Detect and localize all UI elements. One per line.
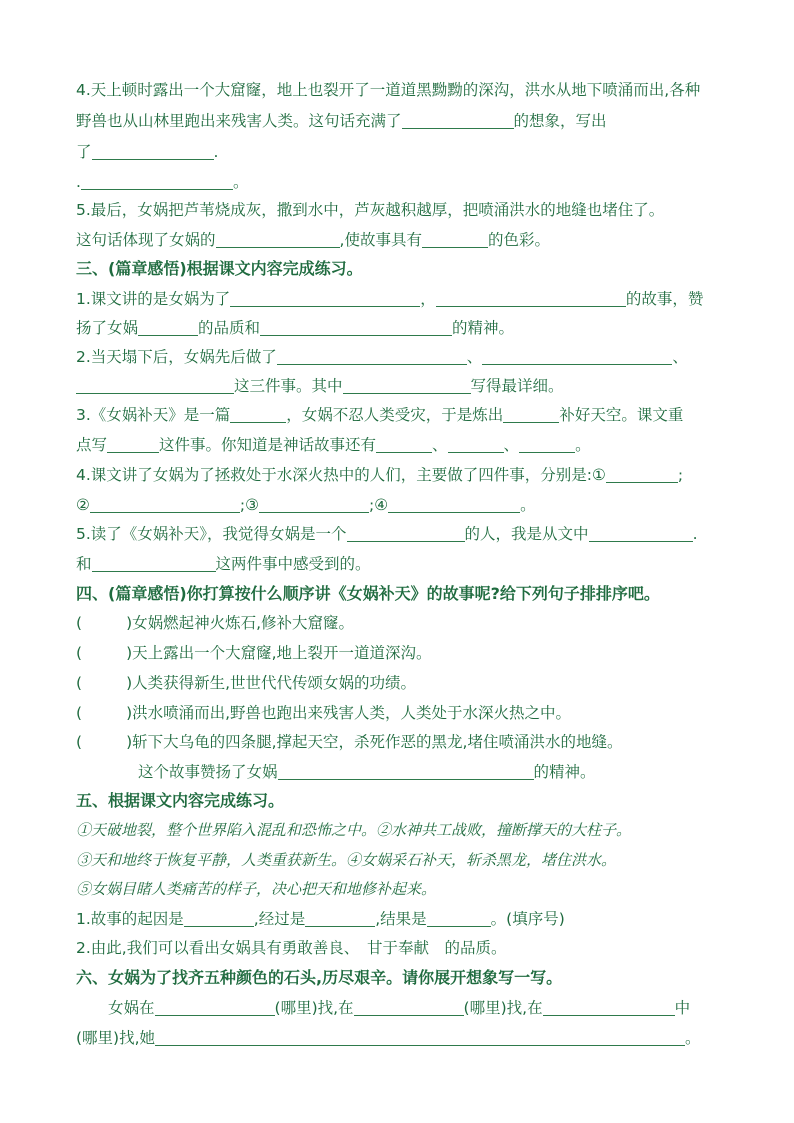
blank[interactable] [230, 288, 420, 307]
s3-text: 这件事。你知道是神话故事还有 [159, 436, 377, 454]
q4-text: . [76, 173, 81, 191]
s3-text: ， [420, 290, 436, 308]
blank[interactable] [260, 317, 452, 336]
blank[interactable] [305, 908, 375, 927]
blank[interactable] [606, 464, 678, 483]
blank[interactable] [519, 434, 575, 453]
blank[interactable] [81, 171, 233, 190]
s6-text: 。 [685, 1029, 701, 1047]
s3-text: ; [677, 466, 684, 484]
section-5-title [76, 786, 718, 816]
blank[interactable] [589, 523, 693, 542]
s3-text: 。 [575, 436, 591, 454]
s5-text: ,结果是 [375, 910, 427, 928]
blank[interactable] [543, 997, 675, 1016]
s5-q1-line [76, 904, 718, 934]
s3-text: 的人，我是从文中 [464, 525, 589, 543]
paren: ( [76, 614, 83, 632]
q5-text: 的色彩。 [487, 231, 550, 249]
s3-q4-line-2 [76, 490, 718, 520]
q5-text: 这句话体现了女娲的 [76, 231, 216, 249]
paren: ( [76, 733, 83, 751]
s5-event-text: ③天和地终于恢复平静，人类重获新生。④女娲采石补天，斩杀黑龙，堵住洪水。 [76, 851, 617, 869]
s3-q3-line-1 [76, 400, 718, 430]
s3-text: ② [76, 496, 90, 514]
s5-q2-line [76, 933, 718, 963]
blank[interactable] [482, 346, 672, 365]
q5-line-1 [76, 195, 718, 225]
s5-event-text: ①天破地裂，整个世界陷入混乱和恐怖之中。②水神共工战败，撞断撑天的大柱子。 [76, 821, 632, 839]
q5-line-2 [76, 225, 718, 255]
section-title: 三、(篇章感悟)根据课文内容完成练习。 [76, 259, 363, 278]
s3-q3-line-2 [76, 430, 718, 460]
s3-text: 这两件事中感受到的。 [215, 555, 371, 573]
s3-text: 点写 [76, 436, 108, 454]
s6-text: (哪里)找,在 [274, 999, 354, 1017]
s3-text: 5.读了《女娲补天》，我觉得女娲是一个 [76, 525, 347, 543]
s6-text: 女娲在 [108, 999, 155, 1017]
blank[interactable] [92, 141, 214, 160]
s4-item-text: 洪水喷涌而出,野兽也跑出来残害人类，人类处于水深火热之中。 [132, 704, 572, 722]
blank[interactable] [155, 1027, 685, 1046]
s3-text: 1.课文讲的是女娲为了 [76, 290, 231, 308]
s3-text: 扬了女娲 [76, 319, 139, 337]
blank[interactable] [278, 761, 534, 780]
s3-text: 2.当天塌下后，女娲先后做了 [76, 348, 277, 366]
q4-line-1 [76, 75, 718, 105]
blank[interactable] [436, 288, 626, 307]
s3-text: 、 [432, 436, 448, 454]
blank[interactable] [230, 404, 286, 423]
section-title: 六、女娲为了找齐五种颜色的石头,历尽艰辛。请你展开想象写一写。 [76, 968, 563, 987]
paren: ) [126, 733, 133, 751]
s3-text: 。 [520, 496, 536, 514]
s6-text: (哪里)找,她 [76, 1029, 156, 1047]
blank[interactable] [503, 404, 559, 423]
blank[interactable] [76, 375, 234, 394]
s5-event-line-1 [76, 815, 718, 845]
q4-text: 。 [232, 173, 249, 191]
paren: ( [76, 644, 83, 662]
s3-text: . [692, 525, 698, 543]
s3-text: 写得最详细。 [470, 377, 564, 395]
s5-text: 1.故事的起因是 [76, 910, 184, 928]
s3-text: 4.课文讲了女娲为了拯救处于水深火热中的人们，主要做了四件事，分别是:① [76, 466, 606, 484]
s6-line-2 [76, 1023, 718, 1053]
paren: ) [126, 614, 133, 632]
s3-text: 、 [672, 348, 688, 366]
blank[interactable] [427, 908, 491, 927]
s3-text: ，女娲不忍人类受灾，于是炼出 [286, 406, 504, 424]
s5-event-line-2 [76, 845, 718, 875]
s5-text: ,经过是 [253, 910, 306, 928]
blank[interactable] [90, 494, 240, 513]
blank[interactable] [277, 346, 467, 365]
s6-line-1 [108, 993, 718, 1023]
blank[interactable] [184, 908, 254, 927]
blank[interactable] [216, 229, 340, 248]
blank[interactable] [422, 229, 488, 248]
section-title: 四、(篇章感悟)你打算按什么顺序讲《女娲补天》的故事呢?给下列句子排排序吧。 [76, 584, 660, 603]
q5-text: ,使故事具有 [339, 231, 422, 249]
paren: ( [76, 674, 83, 692]
s6-text: (哪里)找,在 [463, 999, 543, 1017]
s3-text: 补好天空。课文重 [559, 406, 684, 424]
q4-line-4 [76, 167, 718, 197]
q4-text: 的想象，写出 [513, 112, 607, 130]
s3-text: 这三件事。其中 [234, 377, 343, 395]
q4-text: 野兽也从山林里跑出来残害人类。这句话充满了 [76, 112, 402, 130]
q5-text: 5.最后，女娲把芦苇烧成灰，撒到水中，芦灰越积越厚，把喷涌洪水的地缝也堵住了。 [76, 201, 665, 219]
blank[interactable] [402, 110, 514, 129]
s3-text: 、 [503, 436, 520, 454]
s5-text: 。(填序号) [490, 910, 565, 928]
s3-q1-line-1 [76, 284, 718, 314]
s4-item [76, 608, 718, 638]
blank[interactable] [107, 434, 159, 453]
s4-item [76, 638, 718, 668]
blank[interactable] [448, 434, 504, 453]
s3-text: 3.《女娲补天》是一篇 [76, 406, 231, 424]
q4-line-3 [76, 137, 718, 167]
s4-item [76, 668, 718, 698]
section-3-title [76, 254, 718, 284]
blank[interactable] [347, 523, 465, 542]
blank[interactable] [138, 317, 198, 336]
blank[interactable] [92, 553, 216, 572]
s3-text: 的故事，赞 [625, 290, 704, 308]
paren: ) [126, 644, 133, 662]
s4-item-text: 斩下大乌龟的四条腿,撑起天空，杀死作恶的黑龙,堵住喷涌洪水的地缝。 [132, 733, 623, 751]
blank[interactable] [259, 494, 369, 513]
s3-q5-line-1 [76, 519, 718, 549]
s3-text: 、 [466, 348, 483, 366]
s4-praise-line [138, 757, 718, 787]
s3-q1-line-2 [76, 313, 718, 343]
s4-item-text: 人类获得新生,世世代代传颂女娲的功绩。 [132, 674, 417, 692]
s3-q5-line-2 [76, 549, 718, 579]
section-4-title [76, 579, 718, 609]
s3-text: ;③ [239, 496, 260, 514]
s4-text: 这个故事赞扬了女娲 [138, 763, 278, 781]
s3-q2-line-1 [76, 342, 718, 372]
s3-text: 的品质和 [198, 319, 261, 337]
s5-text: 2.由此,我们可以看出女娲具有勇敢善良、 甘于奉献 的品质。 [76, 939, 507, 957]
blank[interactable] [354, 997, 464, 1016]
s3-q4-line-1 [76, 460, 718, 490]
paren: ) [126, 704, 133, 722]
blank[interactable] [155, 997, 275, 1016]
section-title: 五、根据课文内容完成练习。 [76, 791, 285, 810]
s5-event-text: ⑤女娲目睹人类痛苦的样子，决心把天和地修补起来。 [76, 880, 437, 898]
s3-text: 的精神。 [452, 319, 515, 337]
s4-item [76, 698, 718, 728]
q4-text: 了 [76, 143, 92, 161]
s4-text: 的精神。 [533, 763, 596, 781]
s6-text: 中 [674, 999, 691, 1017]
s3-text: 和 [76, 555, 92, 573]
s4-item-text: 女娲燃起神火炼石,修补大窟窿。 [132, 614, 355, 632]
s3-text: ;④ [369, 496, 389, 514]
s3-q2-line-2 [76, 371, 718, 401]
s5-event-line-3 [76, 874, 718, 904]
section-6-title [76, 963, 718, 993]
q4-text: . [213, 143, 219, 161]
q4-text: 4.天上顿时露出一个大窟窿，地上也裂开了一道道黑黝黝的深沟，洪水从地下喷涌而出,各种 [76, 81, 701, 99]
blank[interactable] [388, 494, 520, 513]
s4-item-text: 天上露出一个大窟窿,地上裂开一道道深沟。 [132, 644, 432, 662]
blank[interactable] [343, 375, 471, 394]
q4-line-2 [76, 106, 718, 136]
blank[interactable] [376, 434, 432, 453]
s4-item [76, 727, 718, 757]
paren: ( [76, 704, 83, 722]
paren: ) [126, 674, 133, 692]
